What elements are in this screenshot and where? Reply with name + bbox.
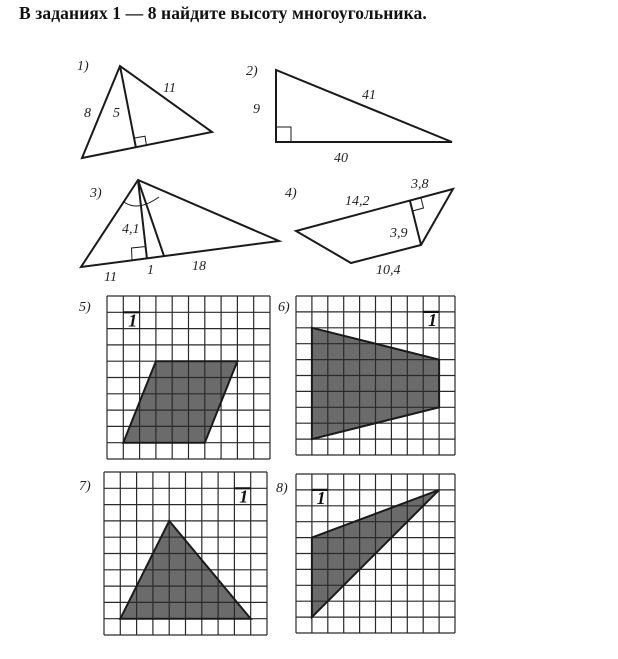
trapezoid-shape [296,189,453,263]
problem-number: 5) [79,300,91,315]
segment-label-11: 11 [104,270,117,285]
height-label-4-1: 4,1 [122,222,140,237]
problem-4-number: 4) [285,186,297,201]
problem-number: 6) [278,300,290,315]
height-label-5: 5 [113,106,120,121]
right-triangle-shape [276,70,452,142]
problem-5-grid-figure [79,296,270,459]
segment-label-3-8: 3,8 [411,177,429,192]
base-label-14-2: 14,2 [345,194,370,209]
scale-label: 1 [316,487,326,508]
side-label-8: 8 [84,106,91,121]
segment-label-18: 18 [192,259,206,274]
base-label-10-4: 10,4 [376,263,401,278]
triangle-shape [82,66,212,158]
problem-number: 8) [276,481,288,496]
segment-label-1: 1 [147,263,154,278]
side-label-11: 11 [163,81,176,96]
height-label-3-9: 3,9 [390,226,408,241]
scale-label: 1 [239,486,249,507]
task-title: В заданиях 1 — 8 найдите высоту многоугольника. [19,3,427,23]
right-angle-mark [276,127,291,142]
side-label-40: 40 [334,151,348,166]
problem-3-figure [81,180,279,285]
problem-8-grid-figure [276,474,455,633]
triangle-shape [81,180,279,267]
scale-label: 1 [128,310,138,331]
problem-2-number: 2) [246,64,258,79]
problem-6-grid-figure [278,296,455,455]
height-line [120,66,136,148]
scale-label: 1 [427,309,437,330]
problem-number: 7) [79,479,91,494]
problem-3-number: 3) [90,186,102,201]
problem-1-figure [77,59,212,158]
problem-2-figure [246,64,452,166]
problem-4-figure [285,177,453,278]
hypotenuse-label-41: 41 [362,88,376,103]
side-label-9: 9 [253,102,260,117]
height-line [410,201,421,245]
problem-7-grid-figure [79,472,267,635]
problem-1-number: 1) [77,59,89,74]
